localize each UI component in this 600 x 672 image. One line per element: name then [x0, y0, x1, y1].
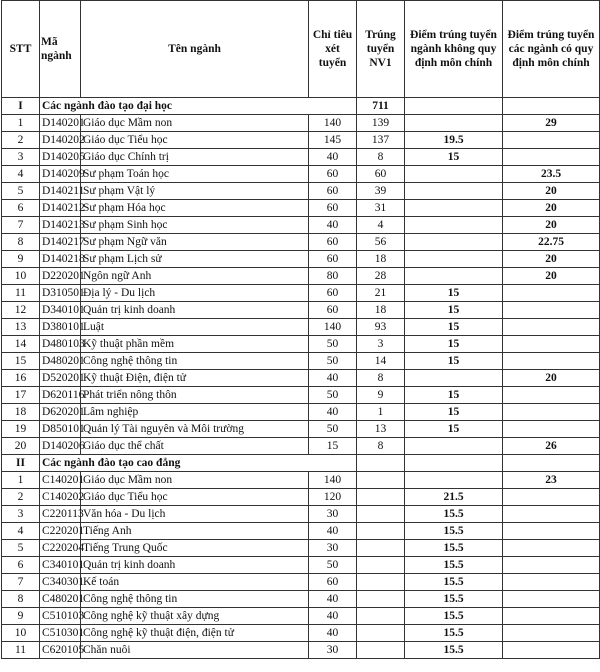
row-score-no-main-subject: 15.5	[405, 540, 503, 557]
row-quota: 40	[309, 149, 357, 166]
row-major-name: Kế toán	[81, 574, 309, 591]
row-score-no-main-subject: 15.5	[405, 642, 503, 659]
row-quota: 145	[309, 132, 357, 149]
table-row	[2, 421, 600, 438]
table-row	[2, 285, 600, 302]
table-row	[2, 574, 600, 591]
row-score-no-main-subject: 15	[405, 302, 503, 319]
row-stt: 11	[2, 642, 40, 659]
row-score-main-subject	[503, 540, 600, 557]
row-score-no-main-subject: 15.5	[405, 557, 503, 574]
row-major-code: D140211	[40, 183, 81, 200]
row-score-main-subject: 26	[503, 438, 600, 455]
row-score-main-subject: 20	[503, 268, 600, 285]
row-admitted: 9	[357, 387, 405, 404]
row-major-code: D620116	[40, 387, 81, 404]
row-score-main-subject: 20	[503, 183, 600, 200]
row-admitted: 14	[357, 353, 405, 370]
row-score-main-subject: 29	[503, 115, 600, 132]
row-admitted	[357, 506, 405, 523]
row-stt: 5	[2, 183, 40, 200]
section-empty-cell	[405, 455, 503, 472]
row-admitted: 56	[357, 234, 405, 251]
row-major-code: C340301	[40, 574, 81, 591]
row-admitted: 8	[357, 370, 405, 387]
header-stt: STT	[2, 1, 40, 98]
row-major-name: Sư phạm Toán học	[81, 166, 309, 183]
row-score-main-subject	[503, 523, 600, 540]
row-score-main-subject	[503, 506, 600, 523]
row-stt: 1	[2, 472, 40, 489]
row-admitted	[357, 489, 405, 506]
row-major-code: D310501	[40, 285, 81, 302]
row-admitted	[357, 625, 405, 642]
row-major-code: C340101	[40, 557, 81, 574]
row-major-name: Lâm nghiệp	[81, 404, 309, 421]
header-ten-nganh: Tên ngành	[81, 1, 309, 98]
row-admitted: 21	[357, 285, 405, 302]
row-score-main-subject: 23	[503, 472, 600, 489]
row-stt: 11	[2, 285, 40, 302]
row-major-name: Sư phạm Vật lý	[81, 183, 309, 200]
row-score-no-main-subject: 15.5	[405, 625, 503, 642]
row-stt: 17	[2, 387, 40, 404]
table-row	[2, 183, 600, 200]
header-ma-nganh: Mã ngành	[40, 1, 81, 98]
row-quota: 120	[309, 489, 357, 506]
row-score-main-subject	[503, 319, 600, 336]
row-quota: 40	[309, 608, 357, 625]
row-quota: 80	[309, 268, 357, 285]
row-major-name: Kỹ thuật Điện, điện tử	[81, 370, 309, 387]
row-stt: 18	[2, 404, 40, 421]
row-score-main-subject	[503, 421, 600, 438]
row-quota: 40	[309, 523, 357, 540]
row-quota: 140	[309, 115, 357, 132]
row-score-main-subject	[503, 489, 600, 506]
table-row	[2, 115, 600, 132]
row-stt: 2	[2, 132, 40, 149]
row-score-no-main-subject	[405, 472, 503, 489]
row-major-name: Sư phạm Sinh học	[81, 217, 309, 234]
row-stt: 3	[2, 506, 40, 523]
section-row	[2, 98, 600, 115]
row-major-code: D140205	[40, 149, 81, 166]
section-empty-cell	[503, 98, 600, 115]
row-quota: 60	[309, 200, 357, 217]
row-major-code: D140218	[40, 251, 81, 268]
row-major-code: D480201	[40, 353, 81, 370]
row-stt: 7	[2, 574, 40, 591]
row-admitted	[357, 540, 405, 557]
row-major-name: Sư phạm Lịch sử	[81, 251, 309, 268]
table-row	[2, 489, 600, 506]
row-score-no-main-subject	[405, 438, 503, 455]
table-row	[2, 268, 600, 285]
row-admitted: 93	[357, 319, 405, 336]
row-quota: 30	[309, 642, 357, 659]
section-title: Các ngành đào tạo cao đẳng	[40, 455, 357, 472]
row-score-no-main-subject: 15.5	[405, 506, 503, 523]
row-major-code: D340101	[40, 302, 81, 319]
table-row	[2, 234, 600, 251]
row-score-main-subject	[503, 285, 600, 302]
section-total	[357, 455, 405, 472]
row-admitted	[357, 574, 405, 591]
row-major-code: D620201	[40, 404, 81, 421]
row-major-name: Luật	[81, 319, 309, 336]
row-stt: 15	[2, 353, 40, 370]
row-admitted	[357, 523, 405, 540]
row-score-no-main-subject	[405, 115, 503, 132]
row-quota: 40	[309, 404, 357, 421]
row-score-main-subject	[503, 404, 600, 421]
row-score-no-main-subject: 15	[405, 421, 503, 438]
table-row	[2, 557, 600, 574]
table-row	[2, 149, 600, 166]
row-score-no-main-subject: 15	[405, 336, 503, 353]
row-major-code: D140206	[40, 438, 81, 455]
row-score-no-main-subject: 15	[405, 353, 503, 370]
table-row	[2, 387, 600, 404]
row-quota: 30	[309, 540, 357, 557]
row-major-name: Kỹ thuật phần mềm	[81, 336, 309, 353]
row-stt: 6	[2, 557, 40, 574]
row-major-code: D220201	[40, 268, 81, 285]
row-major-name: Giáo dục Tiểu học	[81, 132, 309, 149]
row-major-name: Giáo dục Tiểu học	[81, 489, 309, 506]
row-major-code: D140213	[40, 217, 81, 234]
row-admitted	[357, 557, 405, 574]
row-admitted: 3	[357, 336, 405, 353]
row-admitted: 28	[357, 268, 405, 285]
row-score-no-main-subject	[405, 200, 503, 217]
row-score-no-main-subject	[405, 234, 503, 251]
header-diem-khong-quy-dinh: Điểm trúng tuyển ngành không quy định môn chính	[405, 1, 503, 98]
row-admitted: 1	[357, 404, 405, 421]
row-stt: 20	[2, 438, 40, 455]
row-score-main-subject	[503, 625, 600, 642]
row-major-name: Giáo dục Chính trị	[81, 149, 309, 166]
row-major-name: Công nghệ thông tin	[81, 591, 309, 608]
row-quota: 60	[309, 302, 357, 319]
row-score-main-subject	[503, 591, 600, 608]
row-score-main-subject	[503, 302, 600, 319]
header-chi-tieu: Chỉ tiêu xét tuyển	[309, 1, 357, 98]
row-admitted: 8	[357, 438, 405, 455]
row-stt: 4	[2, 523, 40, 540]
table-row	[2, 608, 600, 625]
row-score-no-main-subject: 15	[405, 149, 503, 166]
row-major-code: C620105	[40, 642, 81, 659]
row-major-code: C140202	[40, 489, 81, 506]
header-trung-tuyen: Trúng tuyển NV1	[357, 1, 405, 98]
row-score-main-subject	[503, 574, 600, 591]
row-admitted: 31	[357, 200, 405, 217]
row-major-code: C220204	[40, 540, 81, 557]
row-major-name: Phát triển nông thôn	[81, 387, 309, 404]
row-stt: 2	[2, 489, 40, 506]
row-quota: 140	[309, 472, 357, 489]
row-major-name: Sư phạm Ngữ văn	[81, 234, 309, 251]
row-major-name: Tiếng Trung Quốc	[81, 540, 309, 557]
row-score-main-subject: 20	[503, 370, 600, 387]
row-stt: 12	[2, 302, 40, 319]
row-score-no-main-subject	[405, 166, 503, 183]
row-stt: 6	[2, 200, 40, 217]
row-quota: 60	[309, 166, 357, 183]
row-major-code: C480201	[40, 591, 81, 608]
row-major-name: Công nghệ kỹ thuật xây dựng	[81, 608, 309, 625]
row-major-code: C510103	[40, 608, 81, 625]
row-score-main-subject	[503, 353, 600, 370]
row-major-name: Giáo dục Mầm non	[81, 115, 309, 132]
row-major-code: D140212	[40, 200, 81, 217]
row-admitted: 18	[357, 302, 405, 319]
row-quota: 60	[309, 574, 357, 591]
table-row	[2, 336, 600, 353]
table-row	[2, 625, 600, 642]
row-major-name: Văn hóa - Du lịch	[81, 506, 309, 523]
row-admitted: 13	[357, 421, 405, 438]
row-major-code: D850101	[40, 421, 81, 438]
row-score-no-main-subject: 15.5	[405, 608, 503, 625]
row-quota: 40	[309, 370, 357, 387]
row-major-code: C510301	[40, 625, 81, 642]
row-stt: 8	[2, 234, 40, 251]
row-score-main-subject	[503, 387, 600, 404]
row-score-no-main-subject	[405, 183, 503, 200]
section-number: I	[2, 98, 40, 115]
row-quota: 60	[309, 285, 357, 302]
row-admitted: 60	[357, 166, 405, 183]
table-row	[2, 540, 600, 557]
table-row	[2, 302, 600, 319]
row-major-name: Công nghệ thông tin	[81, 353, 309, 370]
table-row	[2, 251, 600, 268]
row-score-no-main-subject: 15	[405, 285, 503, 302]
table-row	[2, 370, 600, 387]
row-stt: 3	[2, 149, 40, 166]
row-major-name: Tiếng Anh	[81, 523, 309, 540]
row-quota: 60	[309, 251, 357, 268]
row-admitted	[357, 608, 405, 625]
row-score-main-subject	[503, 608, 600, 625]
row-stt: 10	[2, 625, 40, 642]
row-major-code: D380101	[40, 319, 81, 336]
row-admitted: 8	[357, 149, 405, 166]
row-score-no-main-subject: 19.5	[405, 132, 503, 149]
header-diem-co-quy-dinh: Điểm trúng tuyển các ngành có quy định môn chính	[503, 1, 600, 98]
table-row	[2, 217, 600, 234]
row-major-code: D480103	[40, 336, 81, 353]
row-quota: 60	[309, 234, 357, 251]
section-row	[2, 455, 600, 472]
row-admitted	[357, 642, 405, 659]
row-major-name: Chăn nuôi	[81, 642, 309, 659]
row-stt: 9	[2, 251, 40, 268]
table-row	[2, 166, 600, 183]
row-score-main-subject	[503, 149, 600, 166]
row-quota: 40	[309, 591, 357, 608]
row-quota: 50	[309, 353, 357, 370]
row-score-main-subject: 22.75	[503, 234, 600, 251]
table-row	[2, 353, 600, 370]
row-score-no-main-subject: 15	[405, 404, 503, 421]
row-stt: 9	[2, 608, 40, 625]
row-score-no-main-subject: 15.5	[405, 523, 503, 540]
row-score-no-main-subject	[405, 217, 503, 234]
table-row	[2, 472, 600, 489]
row-stt: 4	[2, 166, 40, 183]
row-stt: 5	[2, 540, 40, 557]
row-score-no-main-subject: 15	[405, 319, 503, 336]
row-admitted: 137	[357, 132, 405, 149]
row-major-name: Quản trị kinh doanh	[81, 302, 309, 319]
section-empty-cell	[405, 98, 503, 115]
row-score-no-main-subject	[405, 268, 503, 285]
table-row	[2, 132, 600, 149]
row-score-no-main-subject: 15	[405, 387, 503, 404]
row-major-code: D140201	[40, 115, 81, 132]
row-quota: 50	[309, 336, 357, 353]
row-score-no-main-subject: 15.5	[405, 591, 503, 608]
row-quota: 50	[309, 421, 357, 438]
row-major-code: C220201	[40, 523, 81, 540]
row-quota: 140	[309, 319, 357, 336]
row-score-main-subject	[503, 336, 600, 353]
row-major-name: Quản trị kinh doanh	[81, 557, 309, 574]
table-row	[2, 438, 600, 455]
section-number: II	[2, 455, 40, 472]
row-score-main-subject: 23.5	[503, 166, 600, 183]
row-admitted: 18	[357, 251, 405, 268]
row-score-no-main-subject	[405, 370, 503, 387]
row-major-name: Địa lý - Du lịch	[81, 285, 309, 302]
row-score-no-main-subject	[405, 251, 503, 268]
row-quota: 50	[309, 387, 357, 404]
row-major-code: D520201	[40, 370, 81, 387]
row-quota: 40	[309, 217, 357, 234]
row-score-main-subject	[503, 132, 600, 149]
row-major-name: Giáo dục Mầm non	[81, 472, 309, 489]
row-major-code: D140209	[40, 166, 81, 183]
row-quota: 15	[309, 438, 357, 455]
admission-score-table	[1, 0, 600, 659]
row-admitted: 39	[357, 183, 405, 200]
table-row	[2, 642, 600, 659]
row-major-code: D140202	[40, 132, 81, 149]
row-stt: 16	[2, 370, 40, 387]
row-admitted	[357, 591, 405, 608]
row-score-main-subject: 20	[503, 217, 600, 234]
row-score-no-main-subject: 15.5	[405, 574, 503, 591]
row-stt: 7	[2, 217, 40, 234]
section-title: Các ngành đào tạo đại học	[40, 98, 357, 115]
row-score-main-subject: 20	[503, 251, 600, 268]
table-row	[2, 523, 600, 540]
row-major-code: C220113	[40, 506, 81, 523]
row-quota: 60	[309, 183, 357, 200]
row-stt: 13	[2, 319, 40, 336]
row-admitted: 4	[357, 217, 405, 234]
row-stt: 10	[2, 268, 40, 285]
table-row	[2, 506, 600, 523]
row-major-name: Sư phạm Hóa học	[81, 200, 309, 217]
row-major-code: C140201	[40, 472, 81, 489]
row-major-name: Ngôn ngữ Anh	[81, 268, 309, 285]
row-major-name: Quản lý Tài nguyên và Môi trường	[81, 421, 309, 438]
header-row	[2, 1, 600, 98]
row-major-code: D140217	[40, 234, 81, 251]
row-stt: 8	[2, 591, 40, 608]
row-score-no-main-subject: 21.5	[405, 489, 503, 506]
section-empty-cell	[503, 455, 600, 472]
table-row	[2, 200, 600, 217]
row-score-main-subject: 20	[503, 200, 600, 217]
row-major-name: Công nghệ kỹ thuật điện, điện tử	[81, 625, 309, 642]
row-quota: 50	[309, 557, 357, 574]
table-row	[2, 591, 600, 608]
row-major-name: Giáo dục thể chất	[81, 438, 309, 455]
row-admitted	[357, 472, 405, 489]
row-stt: 19	[2, 421, 40, 438]
row-stt: 14	[2, 336, 40, 353]
row-score-main-subject	[503, 557, 600, 574]
table-body	[2, 98, 600, 659]
row-admitted: 139	[357, 115, 405, 132]
row-score-main-subject	[503, 642, 600, 659]
section-total: 711	[357, 98, 405, 115]
row-quota: 40	[309, 625, 357, 642]
row-stt: 1	[2, 115, 40, 132]
table-row	[2, 404, 600, 421]
row-quota: 30	[309, 506, 357, 523]
table-row	[2, 319, 600, 336]
